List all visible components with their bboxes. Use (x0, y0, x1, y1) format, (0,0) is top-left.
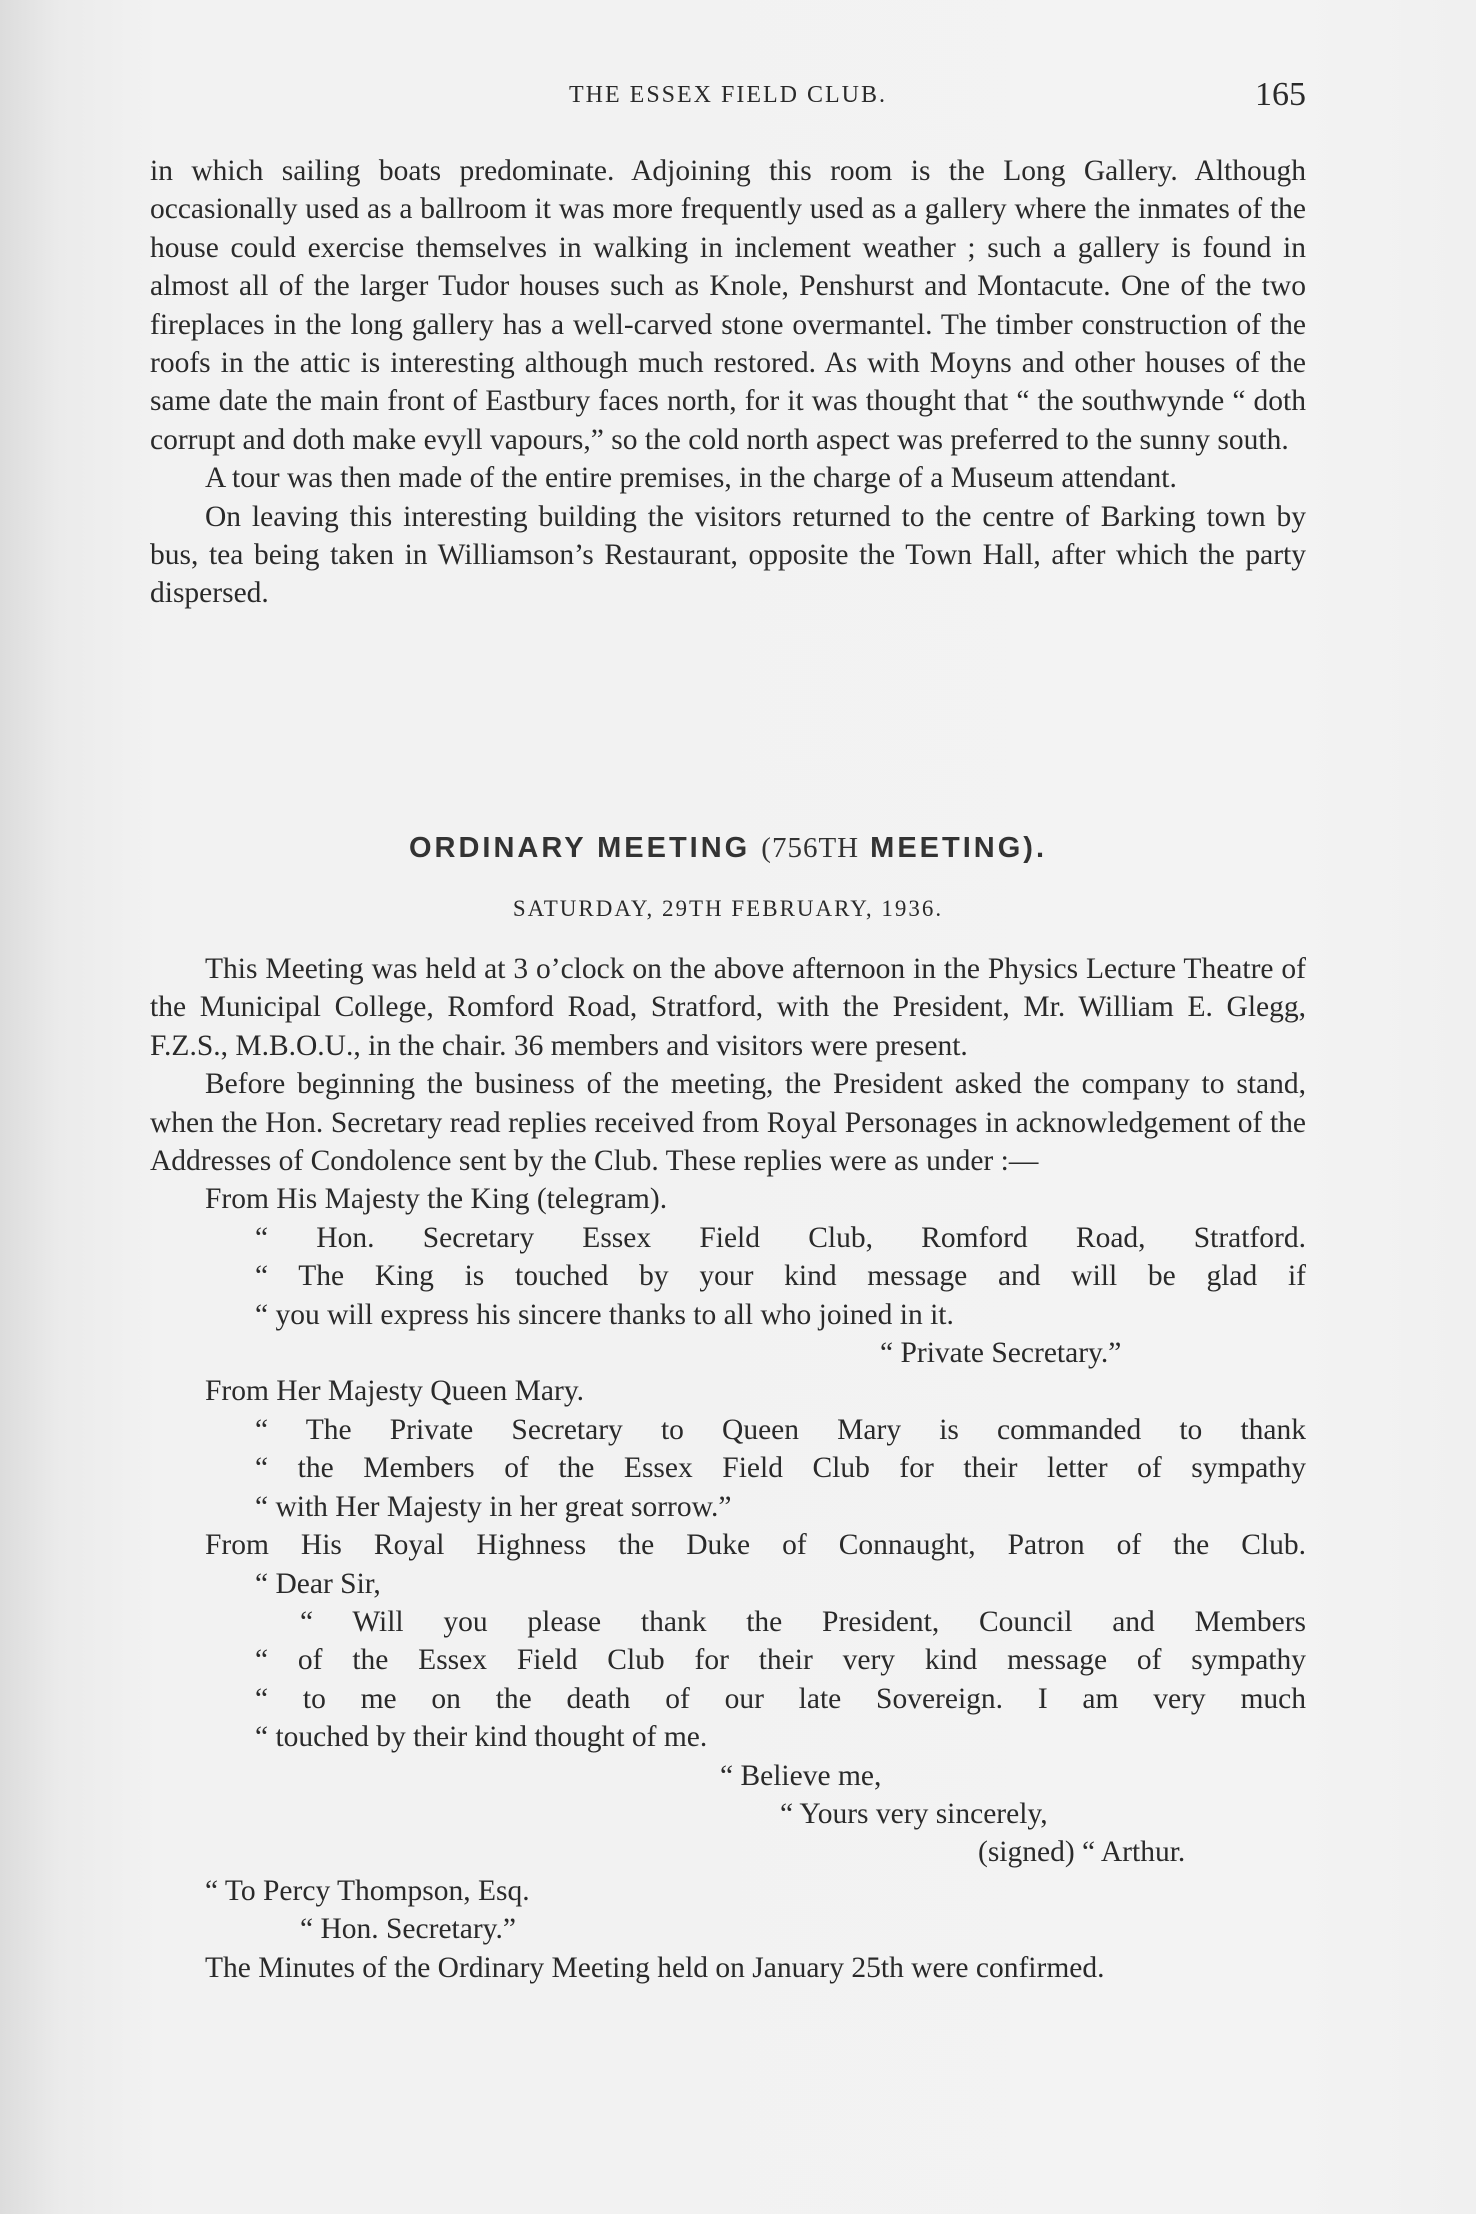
queen-line: “ the Members of the Essex Field Club for their letter of sympathy (255, 1452, 1306, 1485)
duke-closing: “ Yours very sincerely, (780, 1797, 1048, 1830)
meeting-heading-suffix: MEETING). (870, 832, 1048, 864)
queen-line: “ with Her Majesty in her great sorrow.” (255, 1490, 732, 1523)
meeting-date: SATURDAY, 29TH FEBRUARY, 1936. (512, 896, 944, 921)
page-number: 165 (1255, 76, 1306, 113)
duke-closing: “ Believe me, (720, 1759, 882, 1792)
king-line: “ The King is touched by your kind message and will be glad if (255, 1260, 1306, 1293)
duke-line: “ to me on the death of our late Sovereign. I am very much (255, 1682, 1306, 1715)
paragraph-tour: A tour was then made of the entire premises, in the charge of a Museum attendant. (205, 462, 1177, 495)
meeting-heading-number: (756TH (761, 832, 860, 864)
duke-signature: (signed) “ Arthur. (978, 1836, 1186, 1869)
paragraph-leaving: On leaving this interesting building the visitors returned to the centre of Barking town by bus, tea being taken in Williamson’s Restaurant, opposite the Town Hall, after which the party dispersed. (150, 500, 1306, 610)
paragraph-business: Before beginning the business of the meeting, the President asked the company to stand, when the Hon. Secretary read replies received from Royal Personages in acknowledgement of the Addresses of Condolence sent by the Club. These replies were as under :— (150, 1068, 1306, 1178)
duke-line: “ Will you please thank the President, Council and Members (300, 1605, 1306, 1638)
running-title: THE ESSEX FIELD CLUB. (569, 82, 887, 108)
running-head (150, 76, 1306, 120)
meeting-heading (150, 832, 1306, 865)
queen-line: “ The Private Secretary to Queen Mary is commanded to thank (255, 1413, 1306, 1446)
paragraph-long-gallery: in which sailing boats predominate. Adjoining this room is the Long Gallery. Although occasionally used as a ballroom it was more frequently used as a gallery where the inmates of the house could exercise themselves in walking in inclement weather ; such a gallery is found in almost all of the larger Tudor houses such as Knole, Penshurst and Montacute. One of the two fireplaces in the long gallery has a well-carved stone overmantel. The timber construction of the roofs in the attic is interesting although much restored. As with Moyns and other houses of the same date the main front of Eastbury faces north, for it was thought that “ the southwynde “ doth corrupt and doth make evyll vapours,” so the cold north aspect was preferred to the sunny south. (150, 155, 1306, 456)
duke-line: “ touched by their kind thought of me. (255, 1721, 708, 1754)
from-queen: From Her Majesty Queen Mary. (205, 1375, 585, 1408)
king-line: “ you will express his sincere thanks to all who joined in it. (255, 1298, 954, 1331)
paragraph-meeting-held: This Meeting was held at 3 o’clock on the above afternoon in the Physics Lecture Theatre of the Municipal College, Romford Road, Stratford, with the President, Mr. William E. Glegg, F.Z.S., M.B.O.U., in the chair. 36 members and visitors were present. (150, 953, 1306, 1062)
intro-text (150, 152, 1306, 613)
meeting-heading-title: ORDINARY MEETING (408, 832, 751, 864)
duke-line: “ of the Essex Field Club for their very kind message of sympathy (255, 1644, 1306, 1677)
paragraph-minutes: The Minutes of the Ordinary Meeting held on January 25th were confirmed. (205, 1951, 1105, 1984)
from-duke: From His Royal Highness the Duke of Connaught, Patron of the Club. (205, 1529, 1306, 1562)
king-line: “ Hon. Secretary Essex Field Club, Romford Road, Stratford. (255, 1221, 1306, 1254)
duke-salutation: “ Dear Sir, (255, 1567, 381, 1600)
meeting-text (150, 950, 1306, 1987)
from-king: From His Majesty the King (telegram). (205, 1183, 668, 1216)
duke-addressee: “ To Percy Thompson, Esq. (205, 1874, 530, 1907)
king-signature: “ Private Secretary.” (880, 1337, 1122, 1370)
duke-addressee: “ Hon. Secretary.” (300, 1913, 516, 1946)
